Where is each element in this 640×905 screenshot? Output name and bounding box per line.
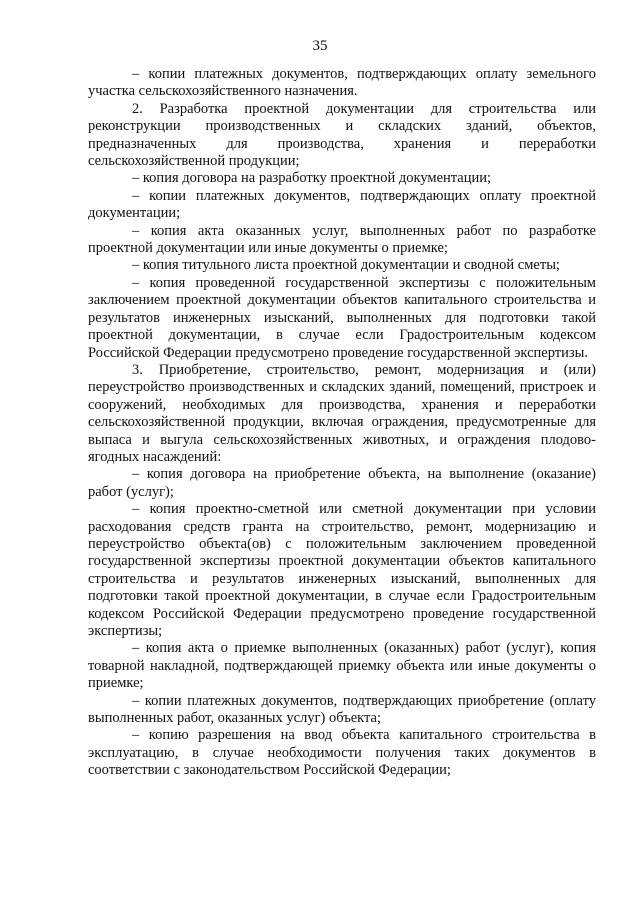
paragraph-design-acceptance-act: – копия акта оказанных услуг, выполненных работ по разработке проектной документации или иные документы о приемке; bbox=[88, 222, 596, 257]
paragraph-design-contract: – копия договора на разработку проектной документации; bbox=[132, 170, 492, 187]
paragraph-item-2-heading: 2. Разработка проектной документации для строительства или реконструкции производственных и складских зданий, объектов, предназначенных для производства, хранения и переработки сельскохозяйственной продукции; bbox=[88, 100, 596, 170]
paragraph-acceptance-act-invoice: – копия акта о приемке выполненных (оказанных) работ (услуг), копия товарной накладной, подтверждающей приемку объекта или иные документы о приемке; bbox=[88, 640, 596, 692]
paragraph-title-sheet-estimate: – копия титульного листа проектной документации и сводной сметы; bbox=[132, 257, 560, 274]
paragraph-item-3-heading: 3. Приобретение, строительство, ремонт, модернизация и (или) переустройство производственных и складских зданий, помещений, пристроек и сооружений, необходимых для производства, хранения и переработки сельскохозяйственной продукции, включая ограждения, предусмотренные для выпаса и выгула сельскохозяйственных животных, и ограждения плодово-ягодных насаждений: bbox=[88, 361, 596, 465]
paragraph-acquisition-payment-docs: – копии платежных документов, подтверждающих приобретение (оплату выполненных работ, оказанных услуг) объекта; bbox=[88, 692, 596, 727]
paragraph-design-payment-docs: – копии платежных документов, подтверждающих оплату проектной документации; bbox=[88, 187, 596, 222]
paragraph-land-payment-docs: – копии платежных документов, подтверждающих оплату земельного участка сельскохозяйственного назначения. bbox=[88, 66, 596, 100]
document-body bbox=[88, 66, 596, 780]
page-number: 35 bbox=[312, 38, 328, 54]
paragraph-state-expertise: – копия проведенной государственной экспертизы с положительным заключением проектной документации объектов капитального строительства и результатов инженерных изысканий, выполненных для подготовки такой проектной документации, в случае если Градостроительным кодексом Российской Федерации предусмотрено проведение государственной экспертизы. bbox=[88, 274, 596, 361]
paragraph-commissioning-permit: – копию разрешения на ввод объекта капитального строительства в эксплуатацию, в случае необходимости получения таких документов в соответствии с законодательством Российской Федерации; bbox=[88, 727, 596, 779]
paragraph-estimate-documentation: – копия проектно-сметной или сметной документации при условии расходования средств гранта на строительство, ремонт, модернизацию и переустройство объекта(ов) с положительным заключением проведенной государственной экспертизы проектной документации объектов капитального строительства и результатов инженерных изысканий, выполненных для подготовки такой проектной документации, в случае если Градостроительным кодексом Российской Федерации предусмотрено проведение государственной экспертизы; bbox=[88, 501, 596, 639]
paragraph-acquisition-contract: – копия договора на приобретение объекта, на выполнение (оказание) работ (услуг); bbox=[88, 466, 596, 500]
